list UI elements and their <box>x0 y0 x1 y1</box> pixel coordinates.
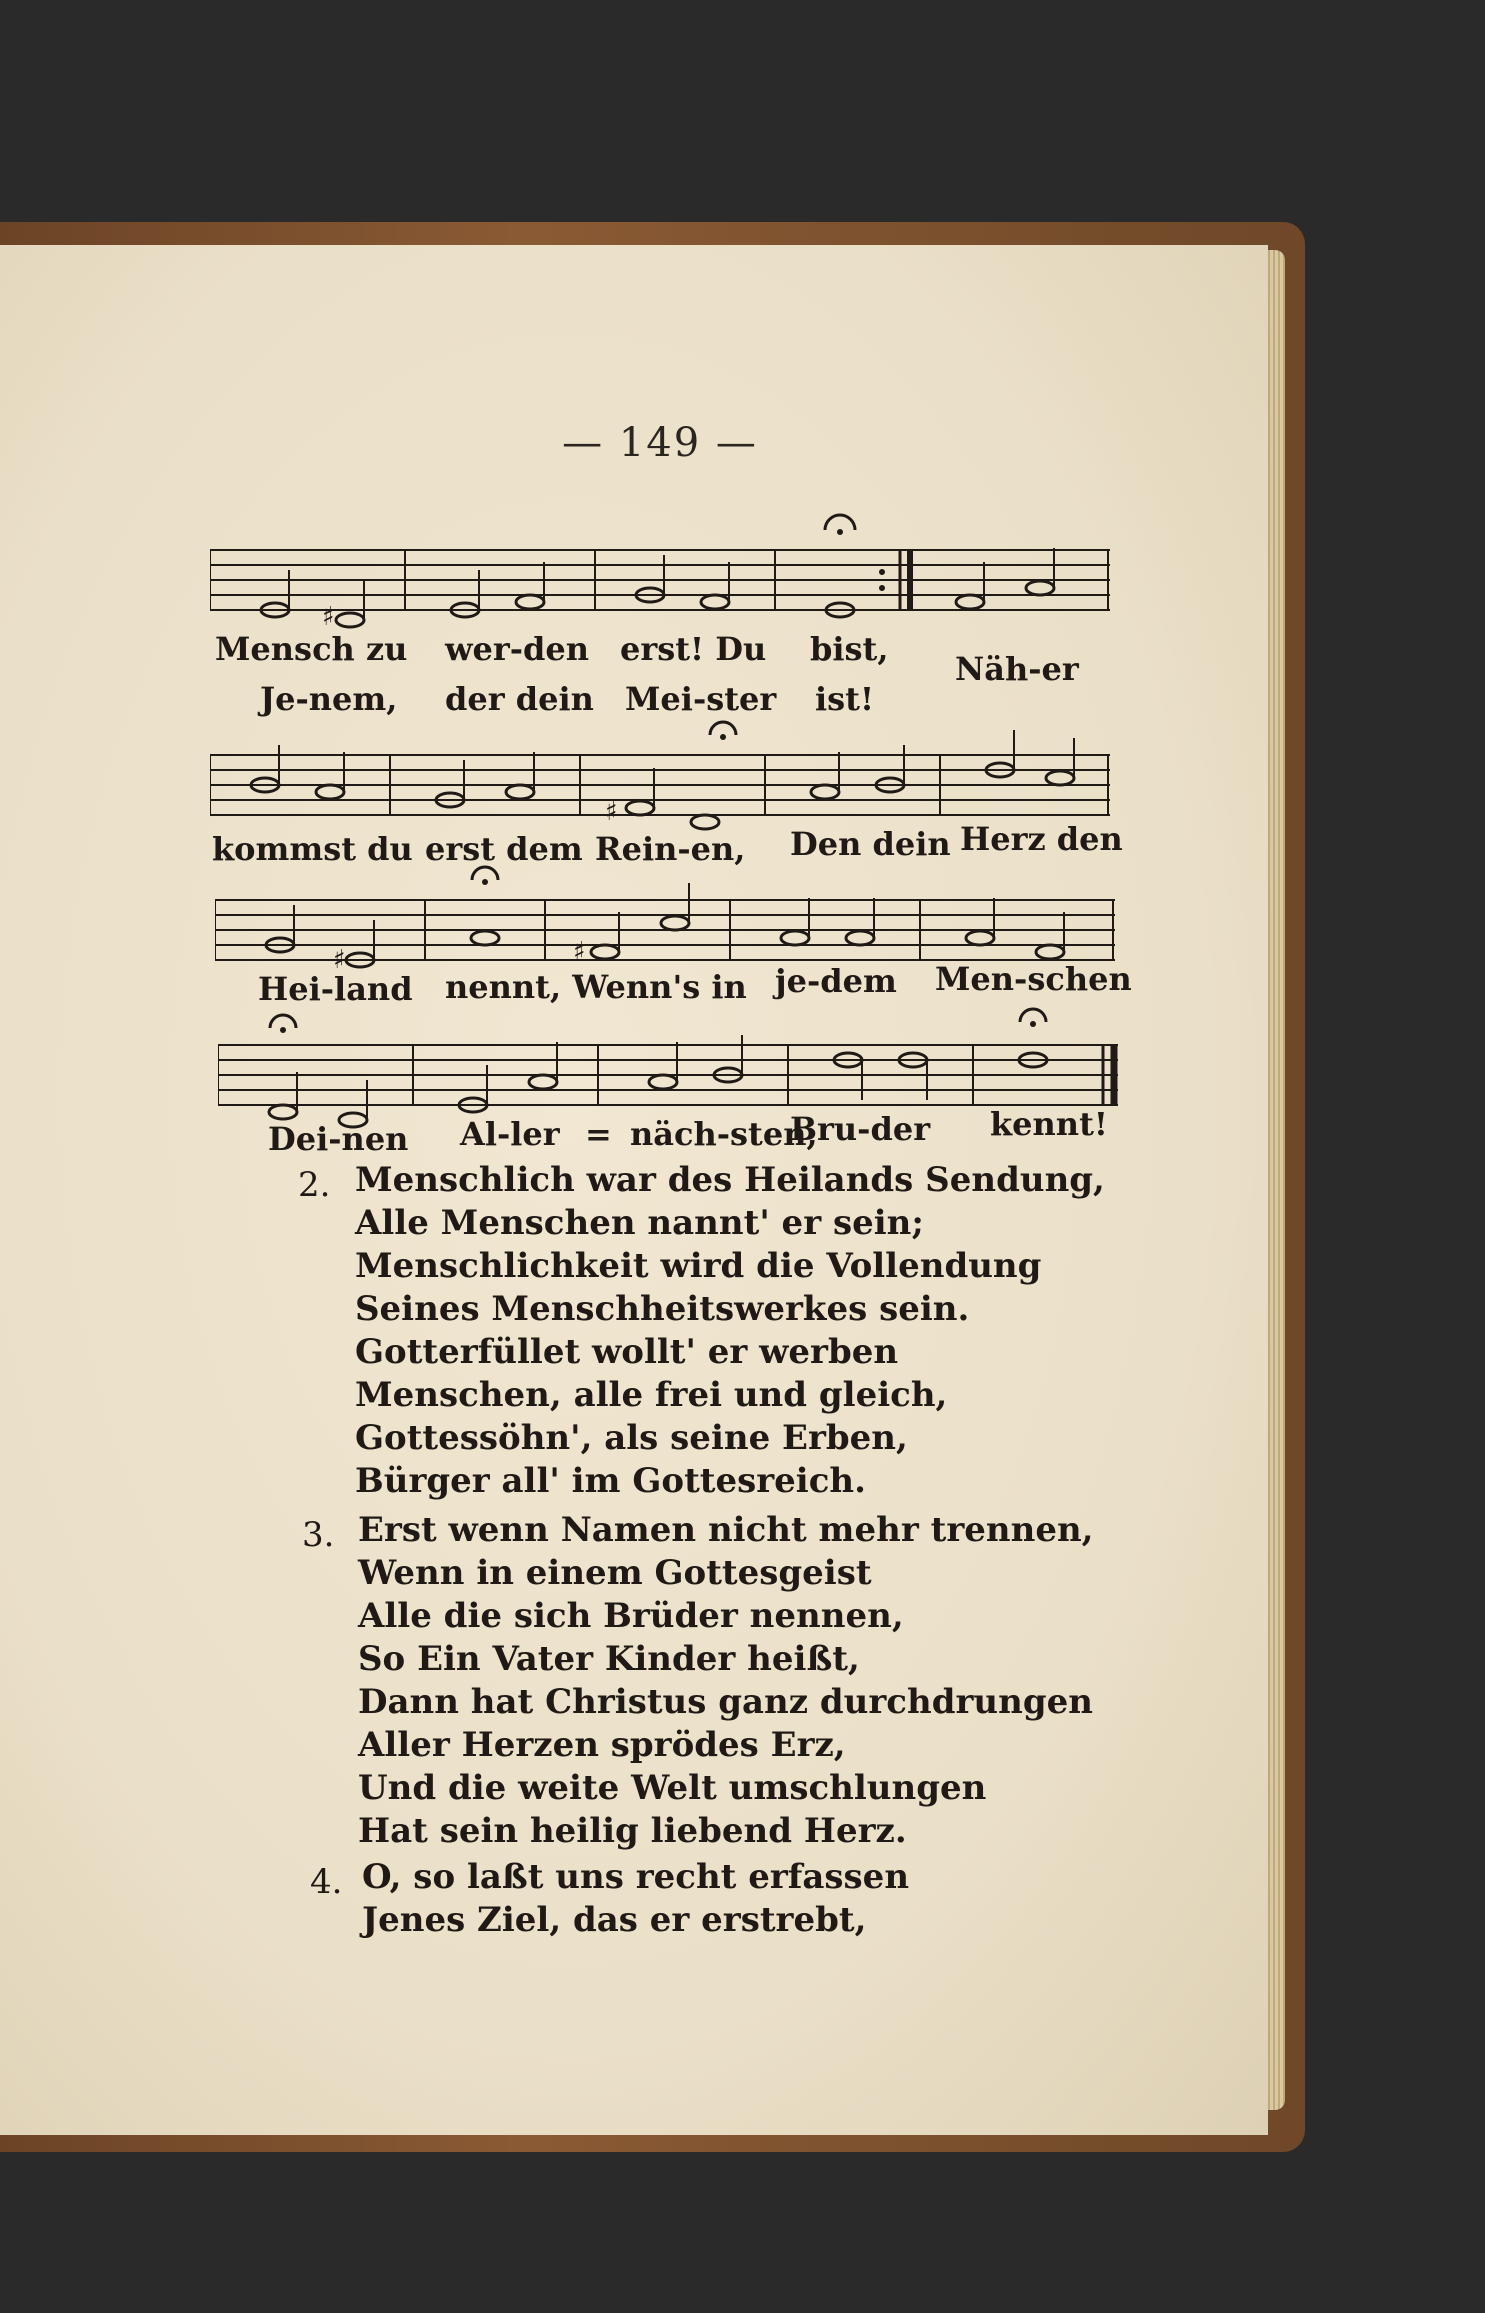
lyric: Hei-land <box>258 970 413 1008</box>
verse-line: Hat sein heilig liebend Herz. <box>358 1811 907 1851</box>
verse-line: Seines Menschheitswerkes sein. <box>355 1289 970 1329</box>
svg-text:♯: ♯ <box>573 937 586 967</box>
lyric: je-dem <box>775 962 897 1000</box>
verse-line: Alle Menschen nannt' er sein; <box>355 1203 924 1243</box>
lyric: bist, <box>810 630 889 668</box>
lyric: näch-sten, <box>630 1115 818 1153</box>
verse-number: 4. <box>310 1862 343 1902</box>
lyric: = <box>585 1115 612 1153</box>
lyric: Bru-der <box>790 1110 931 1148</box>
lyric: kommst du <box>212 830 413 868</box>
verse-number: 2. <box>298 1165 331 1205</box>
lyric: nennt, Wenn's in <box>445 968 747 1006</box>
verse-line: Jenes Ziel, das er erstrebt, <box>362 1900 867 1940</box>
lyric: Dei-nen <box>268 1120 409 1158</box>
music-staff-1 <box>210 510 1110 630</box>
verse-line: Menschen, alle frei und gleich, <box>355 1375 948 1415</box>
verse-line: Bürger all' im Gottesreich. <box>355 1461 866 1501</box>
verse-number: 3. <box>302 1515 335 1555</box>
lyric: Mensch zu <box>215 630 408 668</box>
verse-line: Alle die sich Brüder nennen, <box>358 1596 904 1636</box>
verse-line: Gotterfüllet wollt' er werben <box>355 1332 899 1372</box>
verse-line: Menschlich war des Heilands Sendung, <box>355 1160 1105 1200</box>
lyric: Rein-en, <box>595 830 746 868</box>
lyric: Den dein <box>790 825 951 863</box>
svg-text:♯: ♯ <box>333 945 346 975</box>
verse-line: Und die weite Welt umschlungen <box>358 1768 987 1808</box>
lyric: Al-ler <box>460 1115 560 1153</box>
lyric: Je-nem, <box>260 680 398 718</box>
page-number: — 149 — <box>562 420 758 466</box>
music-staff-4 <box>218 1000 1118 1130</box>
lyric: Herz den <box>960 820 1123 858</box>
lyric: der dein <box>445 680 594 718</box>
lyric: erst dem <box>425 830 583 868</box>
verse-line: O, so laßt uns recht erfassen <box>362 1857 910 1897</box>
verse-line: Dann hat Christus ganz durchdrungen <box>358 1682 1093 1722</box>
lyric: Näh-er <box>955 650 1079 688</box>
lyric: ist! <box>815 680 874 718</box>
verse-line: Wenn in einem Gottesgeist <box>358 1553 872 1593</box>
svg-text:♯: ♯ <box>605 797 618 827</box>
verse-line: So Ein Vater Kinder heißt, <box>358 1639 860 1679</box>
verse-line: Menschlichkeit wird die Vollendung <box>355 1246 1042 1286</box>
svg-text:♯: ♯ <box>322 602 335 630</box>
lyric: Mei-ster <box>625 680 777 718</box>
verse-line: Erst wenn Namen nicht mehr trennen, <box>358 1510 1094 1550</box>
verse-line: Gottessöhn', als seine Erben, <box>355 1418 908 1458</box>
lyric: kennt! <box>990 1105 1108 1143</box>
lyric: erst! Du <box>620 630 767 668</box>
verse-line: Aller Herzen sprödes Erz, <box>358 1725 846 1765</box>
lyric: Men-schen <box>935 960 1132 998</box>
lyric: wer-den <box>445 630 590 668</box>
